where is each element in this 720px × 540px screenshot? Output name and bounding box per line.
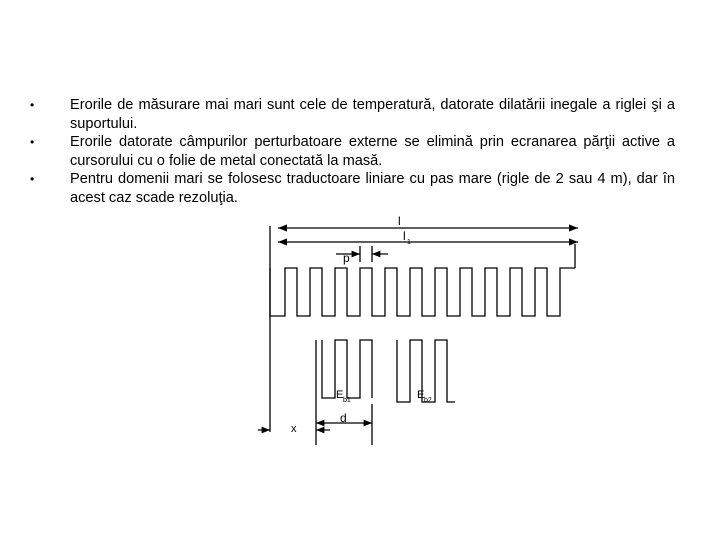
- scale-grating: [270, 268, 575, 316]
- label-e1: E: [336, 389, 344, 401]
- label-l1: l: [403, 229, 406, 243]
- bullet-marker: •: [30, 98, 35, 112]
- label-l1-sub: 1: [407, 239, 411, 246]
- bullet-text-3: Pentru domenii mari se folosesc traductoare liniare cu pas mare (rigle de 2 sau 4 m), dar în acest caz scade rezoluţia.: [70, 171, 675, 206]
- bullet-marker: •: [30, 172, 35, 186]
- label-e2-sub: b2: [424, 397, 432, 404]
- label-x: x: [291, 423, 297, 435]
- cursor-electrode-e1: [322, 340, 372, 398]
- label-e2: E: [417, 389, 425, 401]
- label-l: l: [398, 214, 401, 228]
- bullet-marker: •: [30, 135, 35, 149]
- cursor-electrode-e2: [397, 340, 455, 402]
- bullet-text-1: Erorile de măsurare mai mari sunt cele de temperatură, datorate dilatării inegale a riglei şi a suportului.: [70, 97, 675, 132]
- label-p: p: [343, 251, 350, 265]
- label-d: d: [340, 411, 347, 425]
- label-e1-sub: b1: [343, 397, 351, 404]
- bullet-text-2: Erorile datorate câmpurilor perturbatoare externe se elimină prin ecranarea părţii active a cursorului cu o folie de metal conectată la masă.: [70, 134, 675, 169]
